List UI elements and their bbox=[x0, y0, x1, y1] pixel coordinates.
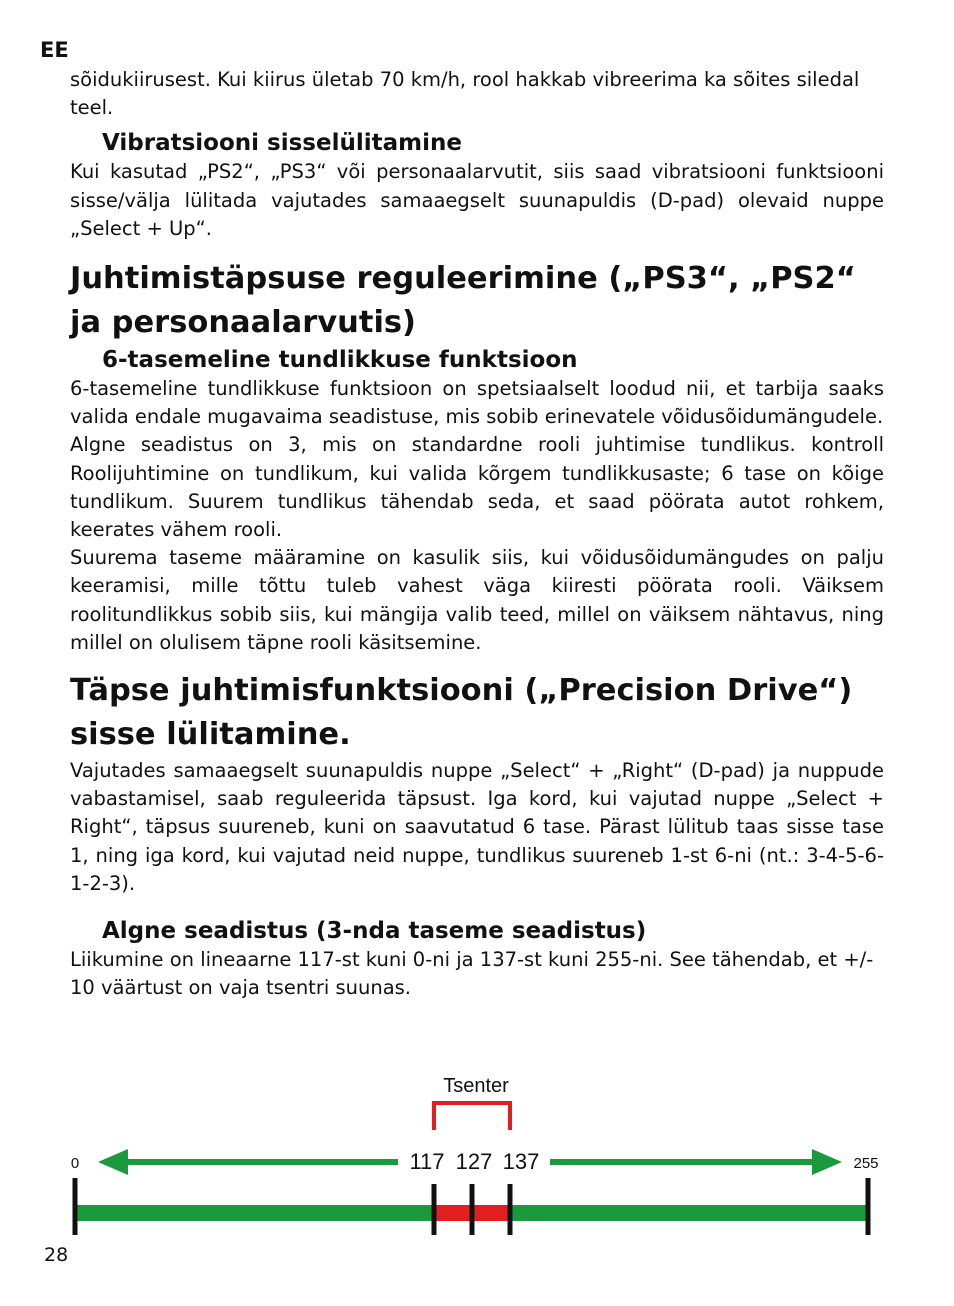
sensitivity-paragraph-2: Algne seadistus on 3, mis on standardne rooli juhtimise tundlikus. kontroll Roolijuhtimine on tundlikum, kui valida kõrgem tundlikkusaste; 6 tase on kõige tundlikum. Suurem tundlikus tähendab seda, et saad pöörata autot rohkem, keerates vähem rooli. bbox=[70, 433, 884, 542]
precision-drive-heading: Täpse juhtimisfunktsiooni („Precision Drive“) sisse lülitamine. bbox=[70, 673, 853, 753]
tick-label-137: 137 bbox=[502, 1149, 540, 1174]
default-setting-heading: Algne seadistus (3-nda taseme seadistus) bbox=[102, 918, 647, 945]
green-range-left bbox=[75, 1205, 434, 1221]
default-setting-paragraph: Liikumine on lineaarne 117-st kuni 0-ni ja 137-st kuni 255-ni. See tähendab, et +/- 10 väärtust on vaja tsentri suunas. bbox=[70, 948, 874, 1000]
sensitivity-range-diagram bbox=[0, 1060, 954, 1260]
tick-label-127: 127 bbox=[455, 1149, 493, 1174]
sensitivity-heading: 6-tasemeline tundlikkuse funktsioon bbox=[102, 347, 578, 374]
language-code: EE bbox=[40, 38, 69, 62]
tick-label-117: 117 bbox=[409, 1149, 445, 1174]
vibration-paragraph: Kui kasutad „PS2“, „PS3“ või personaalarvutit, siis saad vibratsiooni funktsiooni sisse/välja lülitada vajutades samaaegselt suunapuldis (D-pad) olevaid nuppe „Select + Up“. bbox=[70, 160, 884, 240]
min-label: 0 bbox=[70, 1155, 80, 1172]
left-arrow-head bbox=[98, 1149, 128, 1175]
document-body bbox=[70, 66, 884, 1002]
sensitivity-paragraph-1: 6-tasemeline tundlikkuse funktsioon on spetsiaalselt loodud nii, et tarbija saaks valida endale mugavaima seadistuse, mis sobib erinevatele võidusõidumängudele. bbox=[70, 377, 884, 429]
center-label: Tsenter bbox=[443, 1075, 509, 1097]
page-number: 28 bbox=[44, 1244, 69, 1266]
max-label: 255 bbox=[853, 1155, 879, 1172]
vibration-heading: Vibratsiooni sisselülitamine bbox=[102, 130, 462, 157]
intro-paragraph: sõidukiirusest. Kui kiirus ületab 70 km/h, rool hakkab vibreerima ka sõites siledal teel. bbox=[70, 68, 860, 120]
precision-heading: Juhtimistäpsuse reguleerimine („PS3“, „PS2“ ja personaalarvutis) bbox=[70, 261, 856, 341]
sensitivity-paragraph-3: Suurema taseme määramine on kasulik siis, kui võidusõidumängudes on palju keeramisi, mille tõttu tuleb vahest väga kiiresti pöörata rooli. Väiksem roolitundlikkus sobib siis, kui mängija valib teed, millel on väiksem nähtavus, ning millel on olulisem täpne rooli käsitsemine. bbox=[70, 546, 884, 654]
precision-drive-paragraph: Vajutades samaaegselt suunapuldis nuppe „Select“ + „Right“ (D-pad) ja nuppude vabastamisel, saab reguleerida täpsust. Iga kord, kui vajutad nuppe „Select + Right“, täpsus suureneb, kuni on saavutatud 6 tase. Pärast lülitub taas sisse tase 1, ning iga kord, kui vajutad neid nuppe, tundlikus suureneb 1-st 6-ni (nt.: 3-4-5-6-1-2-3). bbox=[70, 759, 884, 895]
green-range-right bbox=[510, 1205, 868, 1221]
right-arrow-head bbox=[812, 1149, 842, 1175]
center-bracket bbox=[434, 1103, 510, 1130]
